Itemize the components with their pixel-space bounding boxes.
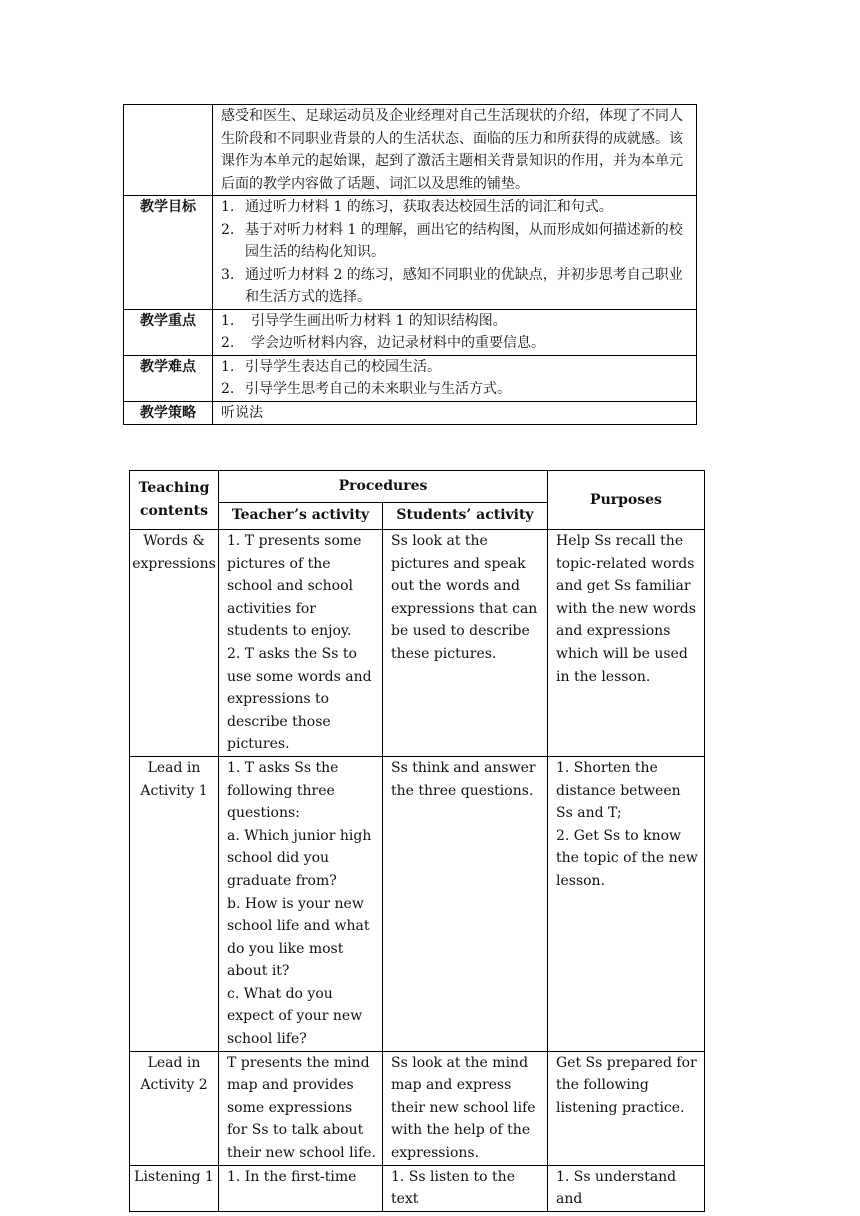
- table-row: [124, 105, 697, 196]
- header-teacher-activity: Teacher’s activity: [219, 502, 383, 529]
- difficulties-cell: [213, 355, 697, 401]
- table-row: [124, 196, 697, 310]
- list-item: 1. 引导学生画出听力材料 1 的知识结构图。: [221, 312, 507, 329]
- teacher-activity-cell: T presents the mind map and provides some expressions for Ss to talk about their new school life.: [219, 1051, 383, 1165]
- students-activity-cell: Ss think and answer the three questions.: [383, 756, 548, 1051]
- row-label: 教学目标: [124, 196, 213, 310]
- list-item: 1. 通过听力材料 1 的练习，获取表达校园生活的词汇和句式。: [221, 199, 613, 215]
- students-activity-cell: Ss look at the mind map and express their new school life with the help of the expressions.: [383, 1051, 548, 1165]
- teacher-activity-cell: 1. T presents some pictures of the school and school activities for students to enjoy. 2. T asks the Ss to use some words and expressions to describe those pictures.: [219, 530, 383, 757]
- empty-label-cell: [124, 105, 213, 196]
- students-activity-cell: Ss look at the pictures and speak out the words and expressions that can be used to describe these pictures.: [383, 530, 548, 757]
- purposes-cell: 1. Shorten the distance between Ss and T; 2. Get Ss to know the topic of the new lesson.: [548, 756, 705, 1051]
- table-row: [130, 1165, 705, 1211]
- row-label: 教学策略: [124, 401, 213, 425]
- lesson-plan-overview-table: [123, 104, 697, 425]
- intro-text: 感受和医生、足球运动员及企业经理对自己生活现状的介绍，体现了不同人生阶段和不同职业背景的人的生活状态、面临的压力和所获得的成就感。该课作为本单元的起始课，起到了激活主题相关背景知识的作用，并为本单元后面的教学内容做了话题、词汇以及思维的铺垫。: [213, 105, 697, 196]
- header-teaching-contents: Teaching contents: [130, 471, 219, 530]
- purposes-cell: 1. Ss understand and: [548, 1165, 705, 1211]
- purposes-cell: Help Ss recall the topic-related words and get Ss familiar with the new words and expressions which will be used in the lesson.: [548, 530, 705, 757]
- list-item: 2. 引导学生思考自己的未来职业与生活方式。: [221, 381, 511, 397]
- table-row: [130, 756, 705, 1051]
- table-row: [130, 530, 705, 757]
- header-procedures: Procedures: [219, 471, 548, 503]
- purposes-cell: Get Ss prepared for the following listening practice.: [548, 1051, 705, 1165]
- row-label: 教学难点: [124, 355, 213, 401]
- strategy-cell: 听说法: [213, 401, 697, 425]
- header-purposes: Purposes: [548, 471, 705, 530]
- table-row: [130, 1051, 705, 1165]
- list-item: 3. 通过听力材料 2 的练习，感知不同职业的优缺点，并初步思考自己职业和生活方式的选择。: [221, 266, 683, 305]
- key-points-cell: [213, 309, 697, 355]
- teaching-content-cell: Listening 1: [130, 1165, 219, 1211]
- table-row: [124, 401, 697, 425]
- row-label: 教学重点: [124, 309, 213, 355]
- teacher-activity-cell: 1. T asks Ss the following three questions: a. Which junior high school did you graduate from? b. How is your new school life and what do you like most about it? c. What do you expect of your new school life?: [219, 756, 383, 1051]
- procedures-table: [129, 470, 705, 1212]
- teaching-content-cell: Lead in Activity 1: [130, 756, 219, 1051]
- students-activity-cell: 1. Ss listen to the text: [383, 1165, 548, 1211]
- list-item: 2. 基于对听力材料 1 的理解，画出它的结构图，从而形成如何描述新的校园生活的结构化知识。: [221, 221, 683, 260]
- header-row: [130, 471, 705, 503]
- list-item: 1. 引导学生表达自己的校园生活。: [221, 358, 441, 375]
- header-students-activity: Students’ activity: [383, 502, 548, 529]
- teaching-content-cell: Lead in Activity 2: [130, 1051, 219, 1165]
- teacher-activity-cell: 1. In the first-time: [219, 1165, 383, 1211]
- teaching-content-cell: Words & expressions: [130, 530, 219, 757]
- list-item: 2. 学会边听材料内容，边记录材料中的重要信息。: [221, 335, 545, 351]
- goals-cell: [213, 196, 697, 310]
- table-row: [124, 309, 697, 355]
- table-row: [124, 355, 697, 401]
